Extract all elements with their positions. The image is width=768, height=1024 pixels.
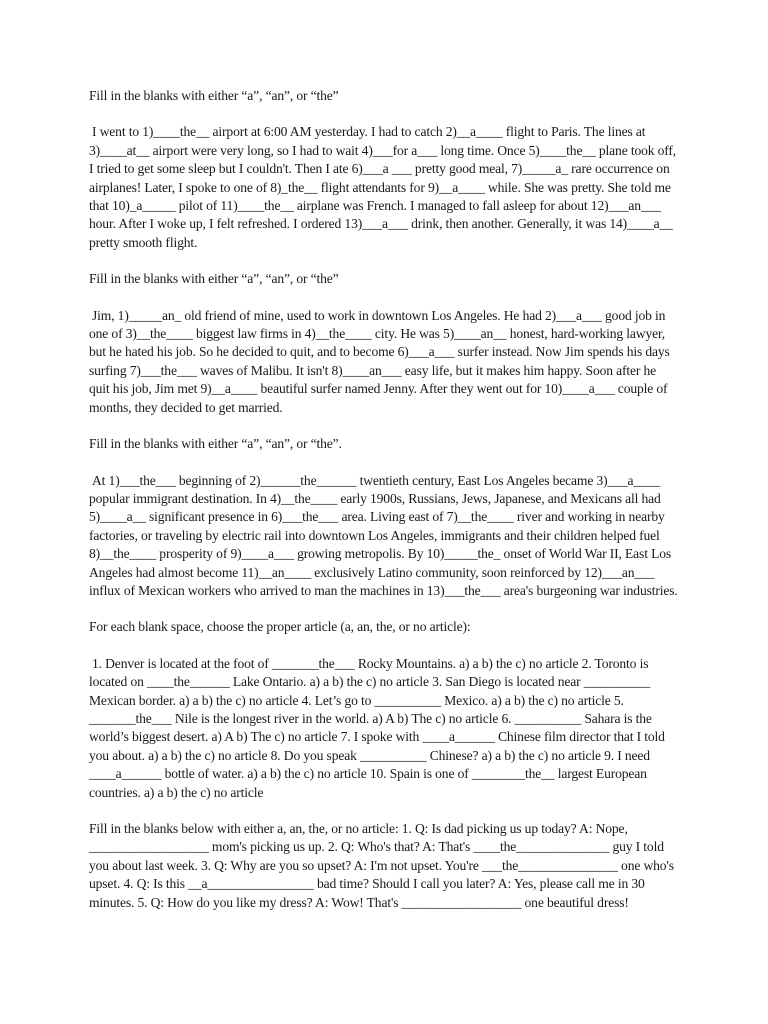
section-5-passage: Fill in the blanks below with either a, an, the, or no article: 1. Q: Is dad picking us up today? A: Nope, __________________ mom's picking us up. 2. Q: Who's that? A: That's ____the______________ guy I told you about last week. 3. Q: Why are you so upset? A: I'm not upset. You're ___the_______________ one who's upset. 4. Q: Is this __a________________ bad time? Should I call you later? A: Yes, please call me in 30 minutes. 5. Q: How do you like my dress? A: Wow! That's __________________ one beautiful dress! — [89, 821, 674, 910]
section-2-instruction: Fill in the blanks with either “a”, “an”, or “the” — [89, 271, 339, 287]
worksheet-page — [89, 87, 679, 930]
section-2-passage: Jim, 1)_____an_ old friend of mine, used to work in downtown Los Angeles. He had 2)___a___ good job in one of 3)__the____ biggest law firms in 4)__the____ city. He was 5)____an__ honest, hard-working lawyer, but he hated his job. So he decided to quit, and to become 6)___a___ surfer instead. Now Jim spends his days surfing 7)___the___ waves of Malibu. It isn't 8)____an___ easy life, but it makes him happy. Soon after he quit his job, Jim met 9)__a____ beautiful surfer named Jenny. After they went out for 10)____a___ couple of months, they decided to get married. — [89, 307, 670, 415]
section-4-passage: 1. Denver is located at the foot of _______the___ Rocky Mountains. a) a b) the c) no article 2. Toronto is located on ____the______ Lake Ontario. a) a b) the c) no article 3. San Diego is located near __________ Mexican border. a) a b) the c) no article 4. Let’s go to __________ Mexico. a) a b) the c) no article 5. _______the___ Nile is the longest river in the world. a) A b) The c) no article 6. __________ Sahara is the world’s biggest desert. a) A b) The c) no article 7. I spoke with ____a______ Chinese film director that I told you about. a) a b) the c) no article 8. Do you speak __________ Chinese? a) a b) the c) no article 9. I need ____a______ bottle of water. a) a b) the c) no article 10. Spain is one of ________the__ largest European countries. a) a b) the c) no article — [89, 655, 665, 800]
section-1-passage: I went to 1)____the__ airport at 6:00 AM yesterday. I had to catch 2)__a____ flight to Paris. The lines at 3)____at__ airport were very long, so I had to wait 4)___for a___ long time. Once 5)____the__ plane took off, I tried to get some sleep but I couldn't. Then I ate 6)___a ___ pretty good meal, 7)_____a_ rare occurrence on airplanes! Later, I spoke to one of 8)_the__ flight attendants for 9)__a____ while. She was pretty. She told me that 10)_a_____ pilot of 11)____the__ airplane was French. I managed to fall asleep for about 12)___an___ hour. After I woke up, I felt refreshed. I ordered 13)___a___ drink, then another. Generally, it was 14)____a__ pretty smooth flight. — [89, 124, 677, 250]
section-3-instruction: Fill in the blanks with either “a”, “an”, or “the”. — [89, 436, 342, 452]
section-1-instruction: Fill in the blanks with either “a”, “an”, or “the” — [89, 88, 339, 103]
section-4-instruction: For each blank space, choose the proper article (a, an, the, or no article): — [89, 619, 471, 635]
section-3-passage: At 1)___the___ beginning of 2)______the______ twentieth century, East Los Angeles became 3)___a____ popular immigrant destination. In 4)__the____ early 1900s, Russians, Jews, Japanese, and Mexicans all had 5)____a__ significant presence in 6)___the___ area. Living east of 7)__the____ river and working in nearby factories, or traveling by electric rail into downtown Los Angeles, immigrants and their children helped fuel 8)__the____ prosperity of 9)____a___ growing metropolis. By 10)_____the_ onset of World War II, East Los Angeles had almost become 11)__an____ exclusively Latino community, soon reinforced by 12)___an___ influx of Mexican workers who arrived to man the machines in 13)___the___ area's burgeoning war industries. — [89, 472, 678, 598]
